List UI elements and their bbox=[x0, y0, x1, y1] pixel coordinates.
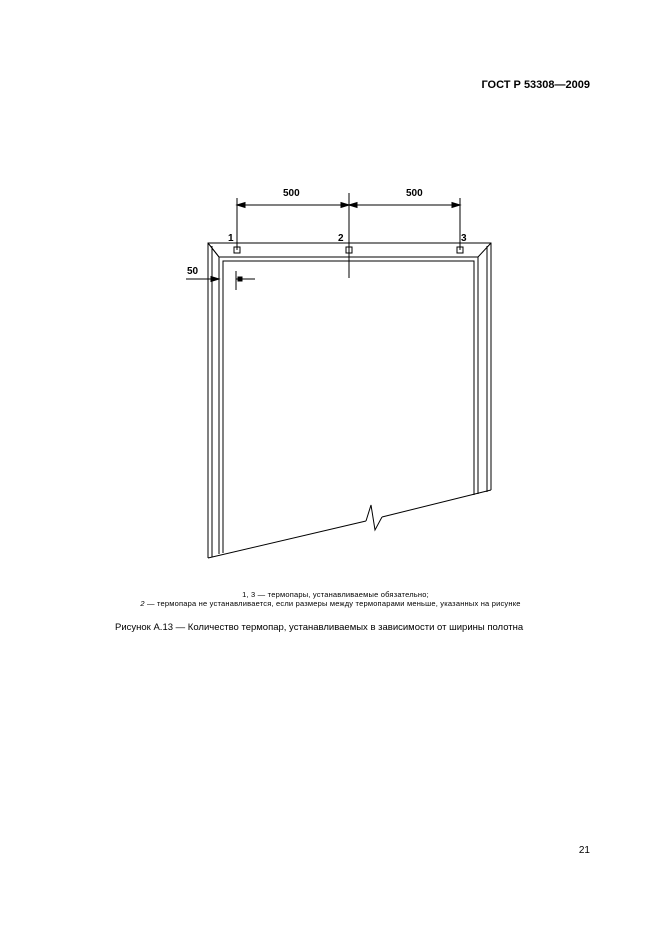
dimension-label-right: 500 bbox=[406, 188, 423, 199]
thermocouple-label-2: 2 bbox=[338, 233, 344, 244]
thermocouple-label-1: 1 bbox=[228, 233, 234, 244]
page-number: 21 bbox=[578, 845, 590, 856]
legend-line-2 bbox=[0, 599, 661, 608]
legend-line-2-number: 2 bbox=[140, 599, 145, 608]
dimension-label-offset: 50 bbox=[187, 266, 199, 277]
thermocouple-label-3: 3 bbox=[461, 233, 467, 244]
dimension-label-left: 500 bbox=[283, 188, 300, 199]
document-code: ГОСТ Р 53308—2009 bbox=[481, 79, 590, 91]
offset-point-marker bbox=[238, 277, 242, 281]
frame-outline bbox=[208, 243, 491, 558]
legend-line-1: 1, 3 — термопары, устанавливаемые обязательно; bbox=[242, 590, 429, 599]
figure-caption: Рисунок А.13 — Количество термопар, устанавливаемых в зависимости от ширины полотна bbox=[115, 622, 524, 633]
legend-line-2-text: — термопара не устанавливается, если размеры между термопарами меньше, указанных на рисунке bbox=[144, 599, 521, 608]
